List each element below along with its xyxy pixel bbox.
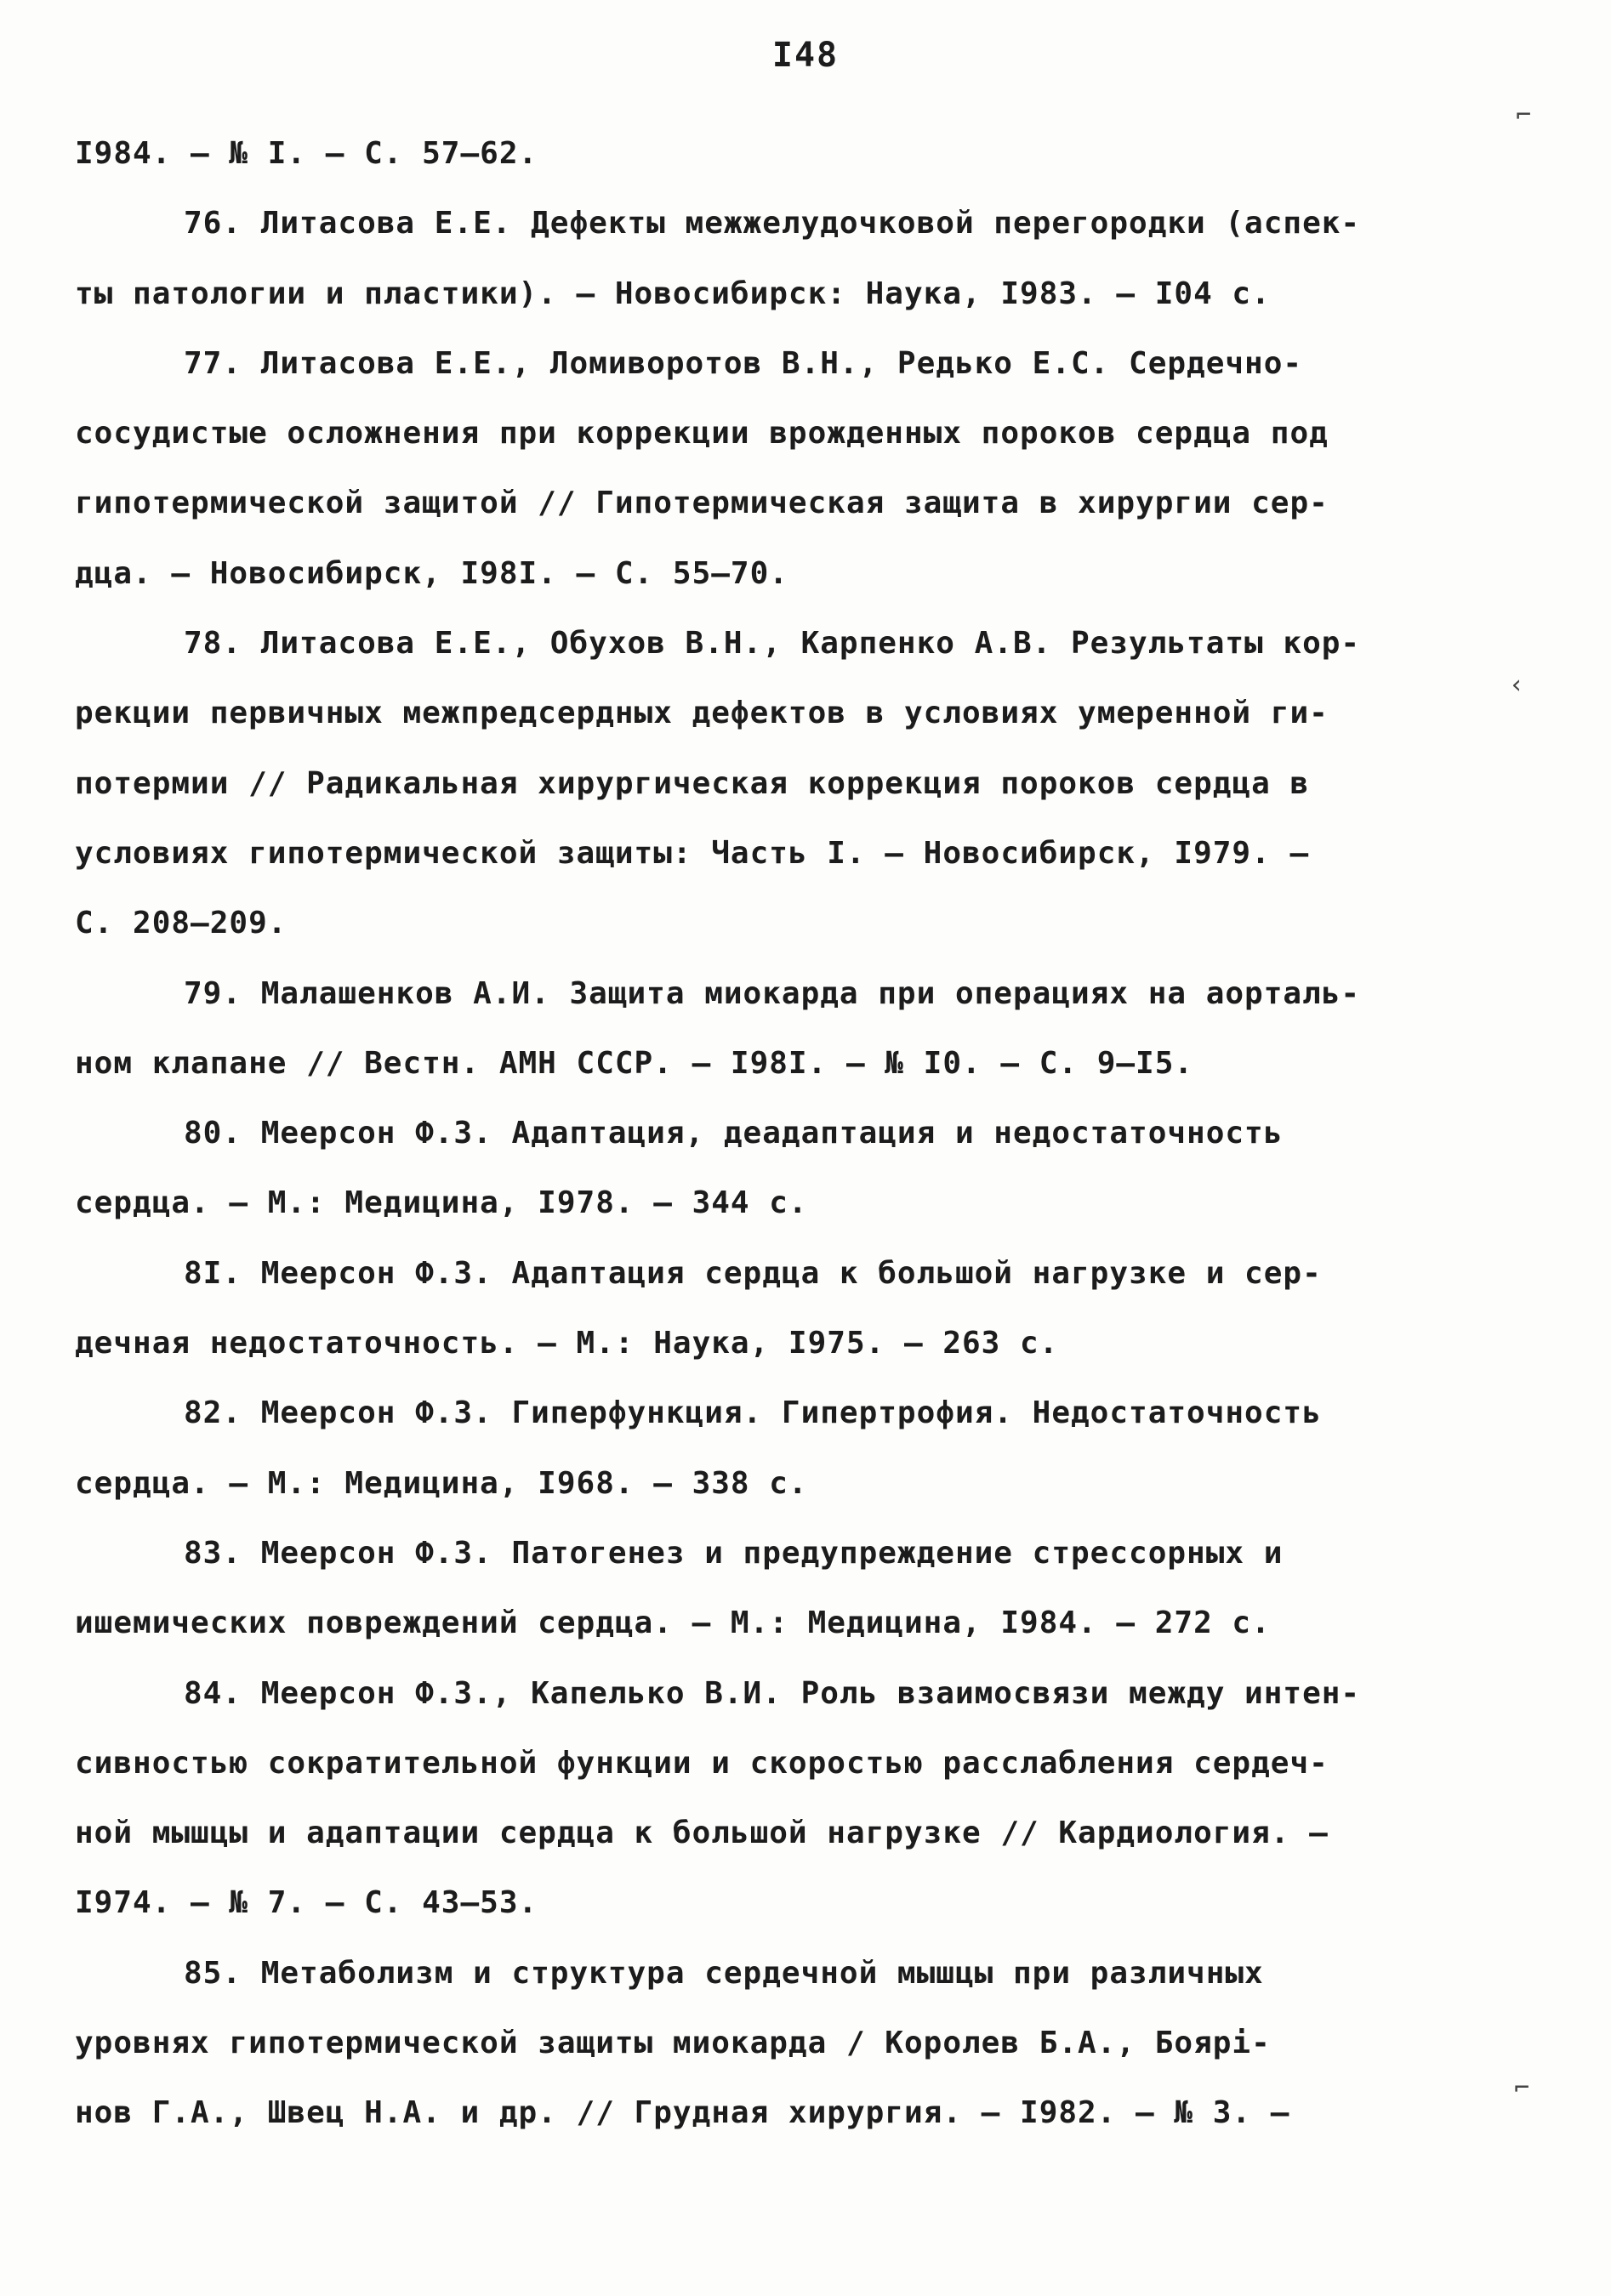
- text-line: потермии // Радикальная хирургическая коррекция пороков сердца в: [75, 765, 1310, 801]
- text-line: гипотермической защитой // Гипотермическая защита в хирургии сер-: [75, 486, 1329, 521]
- text-line: нов Г.А., Швец Н.А. и др. // Грудная хирургия. – I982. – № 3. –: [75, 2095, 1290, 2131]
- text-line: сосудистые осложнения при коррекции врожденных пороков сердца под: [75, 416, 1329, 452]
- text-line: дца. – Новосибирск, I98I. – С. 55–70.: [75, 555, 788, 591]
- text-line: 83. Меерсон Ф.З. Патогенез и предупреждение стрессорных и: [184, 1535, 1284, 1571]
- margin-mark-icon: ⌐: [1516, 100, 1532, 130]
- text-line: сивностью сократительной функции и скоростью расслабления сердеч-: [75, 1745, 1329, 1781]
- text-line: 82. Меерсон Ф.З. Гиперфункция. Гипертрофия. Недостаточность: [184, 1395, 1322, 1431]
- text-line: дечная недостаточность. – М.: Наука, I975. – 263 с.: [75, 1326, 1059, 1361]
- text-line: уровнях гипотермической защиты миокарда / Королев Б.А., Боярi-: [75, 2026, 1271, 2061]
- text-line: 84. Меерсон Ф.З., Капелько В.И. Роль взаимосвязи между интен-: [184, 1675, 1361, 1711]
- text-line: 78. Литасова Е.Е., Обухов В.Н., Карпенко А.В. Результаты кор-: [184, 626, 1361, 662]
- text-line: ном клапане // Вестн. АМН СССР. – I98I. – № I0. – С. 9–I5.: [75, 1045, 1194, 1081]
- text-line: рекции первичных межпредсердных дефектов в условиях умеренной ги-: [75, 696, 1329, 731]
- text-line: ишемических повреждений сердца. – М.: Медицина, I984. – 272 с.: [75, 1605, 1271, 1641]
- text-line: условиях гипотермической защиты: Часть I. – Новосибирск, I979. –: [75, 835, 1310, 871]
- page-number: I48: [771, 36, 840, 75]
- bibliography-text: [75, 119, 1521, 2149]
- text-line: сердца. – М.: Медицина, I968. – 338 с.: [75, 1465, 808, 1501]
- text-line: С. 208–209.: [75, 906, 287, 941]
- text-line: I974. – № 7. – С. 43–53.: [75, 1885, 538, 1921]
- text-line: 79. Малашенков А.И. Защита миокарда при операциях на аорталь-: [184, 975, 1361, 1011]
- text-line: 76. Литасова Е.Е. Дефекты межжелудочковой перегородки (аспек-: [184, 206, 1361, 242]
- margin-mark-icon: ‹: [1509, 670, 1525, 700]
- text-line: I984. – № I. – С. 57–62.: [75, 136, 538, 171]
- text-line: 77. Литасова Е.Е., Ломиворотов В.Н., Редько Е.С. Сердечно-: [184, 345, 1303, 381]
- text-line: ты патологии и пластики). – Новосибирск: Наука, I983. – I04 с.: [75, 276, 1271, 311]
- text-line: 85. Метаболизм и структура сердечной мышцы при различных: [184, 1955, 1264, 1991]
- margin-mark-icon: ⌐: [1514, 2073, 1530, 2103]
- text-line: 80. Меерсон Ф.З. Адаптация, деадаптация и недостаточность: [184, 1116, 1284, 1151]
- text-line: сердца. – М.: Медицина, I978. – 344 с.: [75, 1185, 808, 1221]
- text-line: ной мышцы и адаптации сердца к большой нагрузке // Кардиология. –: [75, 1816, 1329, 1851]
- text-line: 8I. Меерсон Ф.З. Адаптация сердца к большой нагрузке и сер-: [184, 1255, 1322, 1291]
